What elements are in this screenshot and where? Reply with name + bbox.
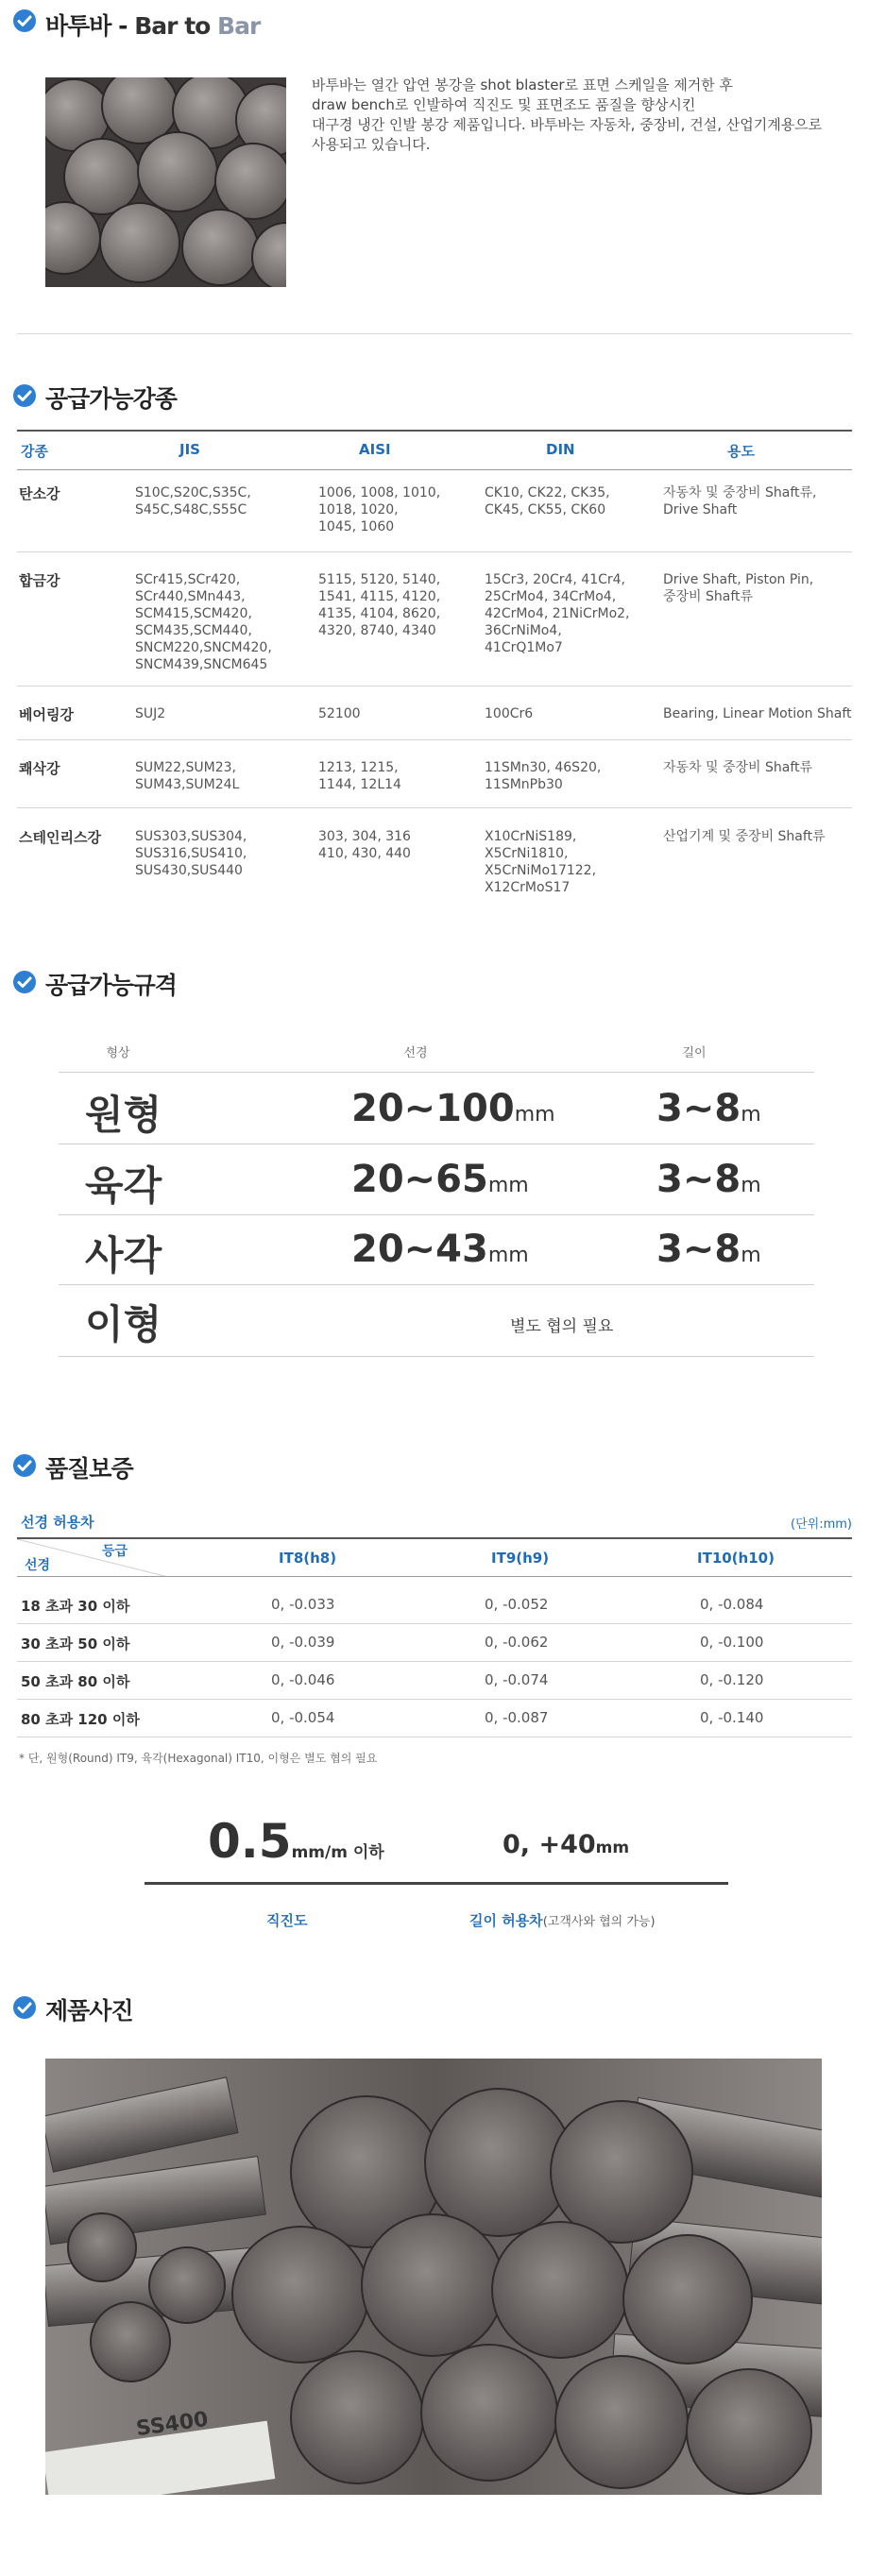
range-label: 30 초과 50 이하 bbox=[21, 1635, 130, 1652]
check-icon bbox=[13, 9, 36, 32]
spec-shape: 이형 bbox=[85, 1301, 162, 1347]
check-icon bbox=[13, 971, 36, 993]
col-header-aisi: AISI bbox=[359, 441, 391, 458]
tolerance-cell: 0, -0.062 bbox=[485, 1634, 549, 1651]
spec-shape: 육각 bbox=[85, 1162, 162, 1209]
spec-shape: 원형 bbox=[85, 1092, 162, 1138]
col-header-din: DIN bbox=[546, 441, 575, 458]
spec-diameter: 20~65mm bbox=[351, 1158, 529, 1201]
check-icon bbox=[13, 384, 36, 407]
table-top-border bbox=[17, 430, 852, 432]
use-cell: Bearing, Linear Motion Shaft bbox=[663, 706, 852, 721]
steel-name: 합금강 bbox=[19, 572, 60, 589]
steel-name: 쾌삭강 bbox=[19, 760, 60, 777]
spec-line bbox=[59, 1214, 814, 1215]
intro-line: 바투바는 열간 압연 봉강을 shot blaster로 표면 스케일을 제거한 후 bbox=[312, 76, 734, 93]
corner-diameter: 선경 bbox=[25, 1558, 51, 1573]
spec-header-diameter: 선경 bbox=[403, 1046, 428, 1060]
range-label: 50 초과 80 이하 bbox=[21, 1673, 130, 1690]
section-divider bbox=[17, 333, 852, 334]
steel-name: 베어링강 bbox=[19, 706, 74, 723]
spec-special-note: 별도 협의 필요 bbox=[510, 1317, 614, 1336]
grade-header: IT8(h8) bbox=[279, 1550, 337, 1567]
page-title: 바투바 - Bar to Bar bbox=[45, 12, 261, 40]
spec-line bbox=[59, 1284, 814, 1285]
tolerance-cell: 0, -0.140 bbox=[700, 1709, 764, 1726]
tolerance-cell: 0, -0.084 bbox=[700, 1596, 764, 1613]
spec-diameter: 20~43mm bbox=[351, 1228, 529, 1271]
quality-header-line bbox=[17, 1576, 852, 1577]
intro-text bbox=[312, 76, 841, 155]
check-icon bbox=[13, 1996, 36, 2019]
spec-diameter: 20~100mm bbox=[351, 1087, 555, 1130]
length-tolerance-label: 길이 허용차(고객사와 협의 가능) bbox=[469, 1912, 656, 1929]
product-thumbnail bbox=[45, 77, 286, 287]
din-cell: 11SMn30, 46S20, 11SMnPb30 bbox=[485, 760, 602, 792]
aisi-cell: 1213, 1215, 1144, 12L14 bbox=[318, 760, 401, 792]
jis-cell: S10C,S20C,S35C, S45C,S48C,S55C bbox=[135, 485, 251, 517]
tolerance-cell: 0, -0.046 bbox=[271, 1671, 335, 1688]
grade-header: IT9(h9) bbox=[491, 1550, 550, 1567]
use-cell: Drive Shaft, Piston Pin, 중장비 Shaft류 bbox=[663, 572, 814, 604]
spec-header-shape: 형상 bbox=[106, 1046, 130, 1060]
tolerance-cell: 0, -0.054 bbox=[271, 1709, 335, 1726]
aisi-cell: 52100 bbox=[318, 706, 361, 721]
spec-length: 3~8m bbox=[656, 1158, 761, 1201]
row-line bbox=[17, 1699, 852, 1700]
steel-name: 탄소강 bbox=[19, 485, 60, 502]
din-cell: CK10, CK22, CK35, CK45, CK55, CK60 bbox=[485, 485, 610, 517]
jis-cell: SUS303,SUS304, SUS316,SUS410, SUS430,SUS440 bbox=[135, 829, 247, 878]
tolerance-cell: 0, -0.087 bbox=[485, 1709, 549, 1726]
use-cell: 자동차 및 중장비 Shaft류, Drive Shaft bbox=[663, 485, 817, 517]
spec-shape: 사각 bbox=[85, 1232, 162, 1279]
steel-section-title: 공급가능강종 bbox=[45, 385, 177, 413]
row-line bbox=[17, 739, 852, 740]
row-line bbox=[17, 807, 852, 808]
value-underline bbox=[145, 1882, 728, 1885]
jis-cell: SUM22,SUM23, SUM43,SUM24L bbox=[135, 760, 240, 792]
row-line bbox=[17, 1623, 852, 1624]
row-line bbox=[17, 551, 852, 552]
straightness-value: 0.5mm/m 이하 bbox=[208, 1814, 384, 1869]
spec-line bbox=[59, 1072, 814, 1073]
header-line bbox=[17, 469, 852, 470]
unit-label: (단위:mm) bbox=[791, 1517, 852, 1532]
aisi-cell: 5115, 5120, 5140, 1541, 4115, 4120, 4135, 4104, 8620, 4320, 8740, 4340 bbox=[318, 572, 441, 638]
aisi-cell: 303, 304, 316 410, 430, 440 bbox=[318, 829, 411, 861]
range-label: 18 초과 30 이하 bbox=[21, 1598, 130, 1615]
use-cell: 산업기계 및 중장비 Shaft류 bbox=[663, 829, 826, 844]
tolerance-cell: 0, -0.074 bbox=[485, 1671, 549, 1688]
col-header-use: 용도 bbox=[727, 443, 755, 460]
spec-line bbox=[59, 1356, 814, 1357]
grade-header: IT10(h10) bbox=[697, 1550, 775, 1567]
photo-section-title: 제품사진 bbox=[45, 1997, 133, 2025]
din-cell: X10CrNiS189, X5CrNi1810, X5CrNiMo17122, X12CrMoS17 bbox=[485, 829, 597, 895]
quality-section-title: 품질보증 bbox=[45, 1455, 133, 1483]
tolerance-cell: 0, -0.033 bbox=[271, 1596, 335, 1613]
tolerance-cell: 0, -0.052 bbox=[485, 1596, 549, 1613]
steel-name: 스테인리스강 bbox=[19, 829, 101, 846]
intro-line: draw bench로 인발하여 직진도 및 표면조도 품질을 향상시킨 bbox=[312, 96, 696, 113]
use-cell: 자동차 및 중장비 Shaft류 bbox=[663, 760, 813, 775]
spec-length: 3~8m bbox=[656, 1087, 761, 1130]
product-photo bbox=[45, 2059, 822, 2495]
tolerance-cell: 0, -0.120 bbox=[700, 1671, 764, 1688]
col-header-jis: JIS bbox=[179, 441, 200, 458]
check-icon bbox=[13, 1454, 36, 1477]
range-label: 80 초과 120 이하 bbox=[21, 1711, 140, 1728]
straightness-label: 직진도 bbox=[266, 1912, 308, 1929]
corner-grade: 등급 bbox=[102, 1544, 128, 1559]
tolerance-cell: 0, -0.100 bbox=[700, 1634, 764, 1651]
corner-diagonal bbox=[17, 1539, 168, 1577]
row-line bbox=[17, 1661, 852, 1662]
spec-section-title: 공급가능규격 bbox=[45, 972, 177, 999]
intro-line: 사용되고 있습니다. bbox=[312, 136, 431, 153]
din-cell: 100Cr6 bbox=[485, 706, 534, 721]
intro-line: 대구경 냉간 인발 봉강 제품입니다. 바투바는 자동차, 중장비, 건설, 산업기계용으로 bbox=[312, 116, 823, 133]
aisi-cell: 1006, 1008, 1010, 1018, 1020, 1045, 1060 bbox=[318, 485, 441, 534]
jis-cell: SCr415,SCr420, SCr440,SMn443, SCM415,SCM420, SCM435,SCM440, SNCM220,SNCM420, SNCM439,SNCM645 bbox=[135, 572, 272, 672]
din-cell: 15Cr3, 20Cr4, 41Cr4, 25CrMo4, 34CrMo4, 42CrMo4, 21NiCrMo2, 36CrNiMo4, 41CrQ1Mo7 bbox=[485, 572, 630, 655]
spec-length: 3~8m bbox=[656, 1228, 761, 1271]
jis-cell: SUJ2 bbox=[135, 706, 166, 721]
col-header-grade: 강종 bbox=[21, 443, 48, 460]
tag-label: SS400 bbox=[134, 2407, 210, 2442]
length-tolerance-value: 0, +40mm bbox=[503, 1830, 630, 1859]
quality-footnote: * 단, 원형(Round) IT9, 육각(Hexagonal) IT10, 이형은 별도 협의 필요 bbox=[19, 1752, 378, 1765]
spec-header-length: 길이 bbox=[682, 1046, 707, 1060]
tolerance-cell: 0, -0.039 bbox=[271, 1634, 335, 1651]
quality-subtitle: 선경 허용차 bbox=[21, 1514, 94, 1531]
